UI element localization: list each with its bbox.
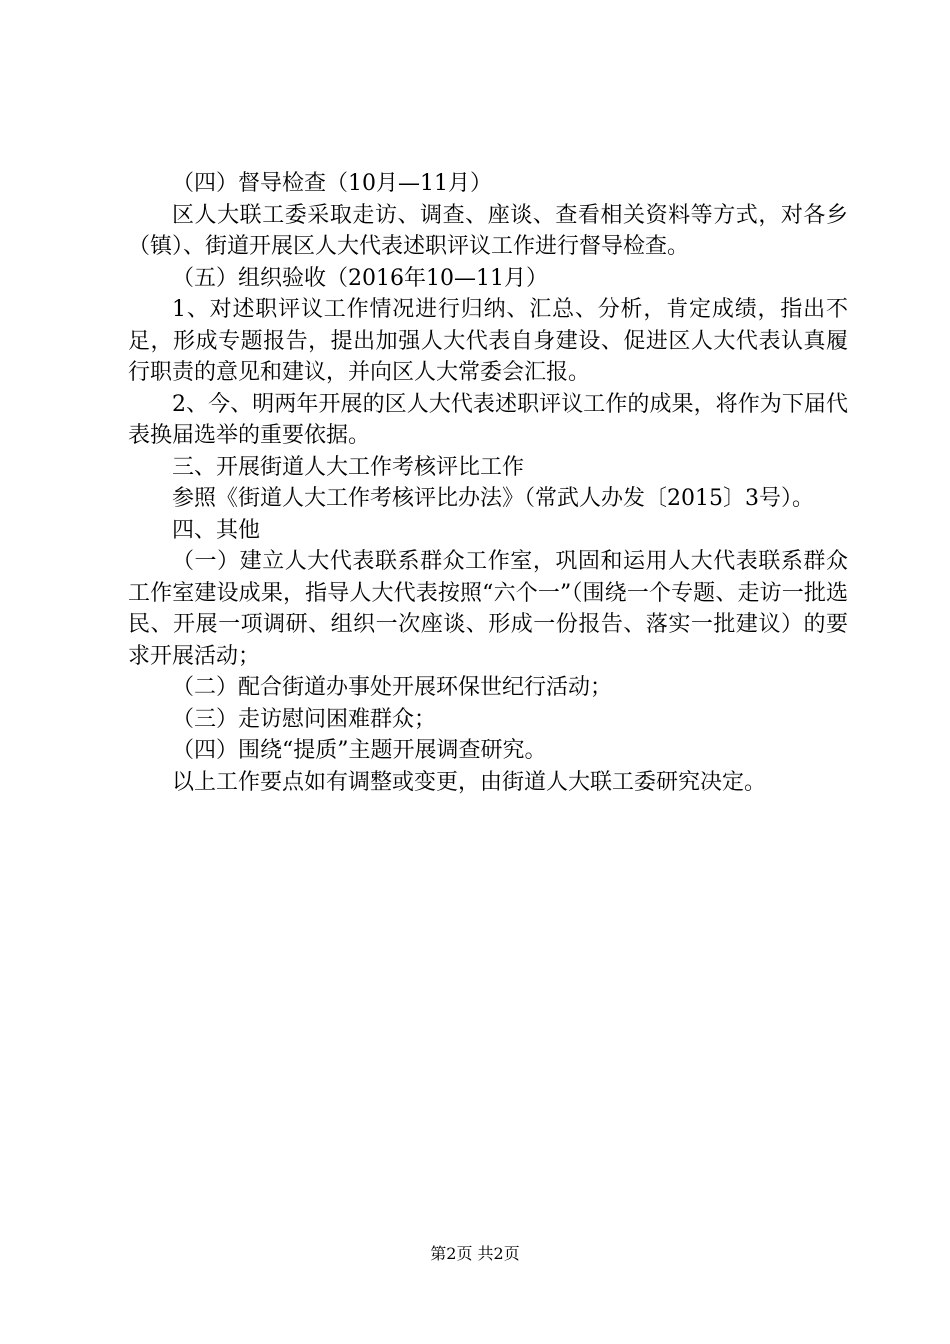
paragraph-other-2: （二）配合街道办事处开展环保世纪行活动； xyxy=(172,675,613,700)
section-heading-other: 四、其他 xyxy=(172,517,261,543)
paragraph-other-1: （一）建立人大代表联系群众工作室，巩固和运用人大代表联系群众工作室建设成果，指导人大代表按照“六个一”（围绕一个专题、走访一批选民、开展一项调研、组织一次座谈、形成一份报告、落实一批建议）的要求开展活动； xyxy=(128,549,848,669)
section-heading-acceptance: （五）组织验收（2016年10—11月） xyxy=(172,265,548,291)
section-heading-supervision: （四）督导检查（10月—11月） xyxy=(172,171,492,196)
page-footer xyxy=(0,1244,950,1264)
document-body xyxy=(128,168,848,798)
section-heading-evaluation: 三、开展街道人大工作考核评比工作 xyxy=(172,454,525,480)
paragraph-acceptance-1: 1、对述职评议工作情况进行归纳、汇总、分析，肯定成绩，指出不足，形成专题报告，提出加强人大代表自身建设、促进区人大代表认真履行职责的意见和建议，并向区人大常委会汇报。 xyxy=(128,297,848,385)
paragraph-other-4: （四）围绕“提质”主题开展调查研究。 xyxy=(172,738,547,763)
paragraph-other-3: （三）走访慰问困难群众； xyxy=(172,706,437,732)
paragraph-acceptance-2: 2、今、明两年开展的区人大代表述职评议工作的成果，将作为下届代表换届选举的重要依据。 xyxy=(128,391,848,448)
page-number-label: 第2页 共2页 xyxy=(430,1244,520,1263)
paragraph-evaluation: 参照《街道人大工作考核评比办法》（常武人办发〔2015〕3号）。 xyxy=(172,486,814,511)
paragraph-supervision: 区人大联工委采取走访、调查、座谈、查看相关资料等方式，对各乡（镇）、街道开展区人大代表述职评议工作进行督导检查。 xyxy=(128,202,848,259)
paragraph-closing: 以上工作要点如有调整或变更，由街道人大联工委研究决定。 xyxy=(172,769,767,795)
